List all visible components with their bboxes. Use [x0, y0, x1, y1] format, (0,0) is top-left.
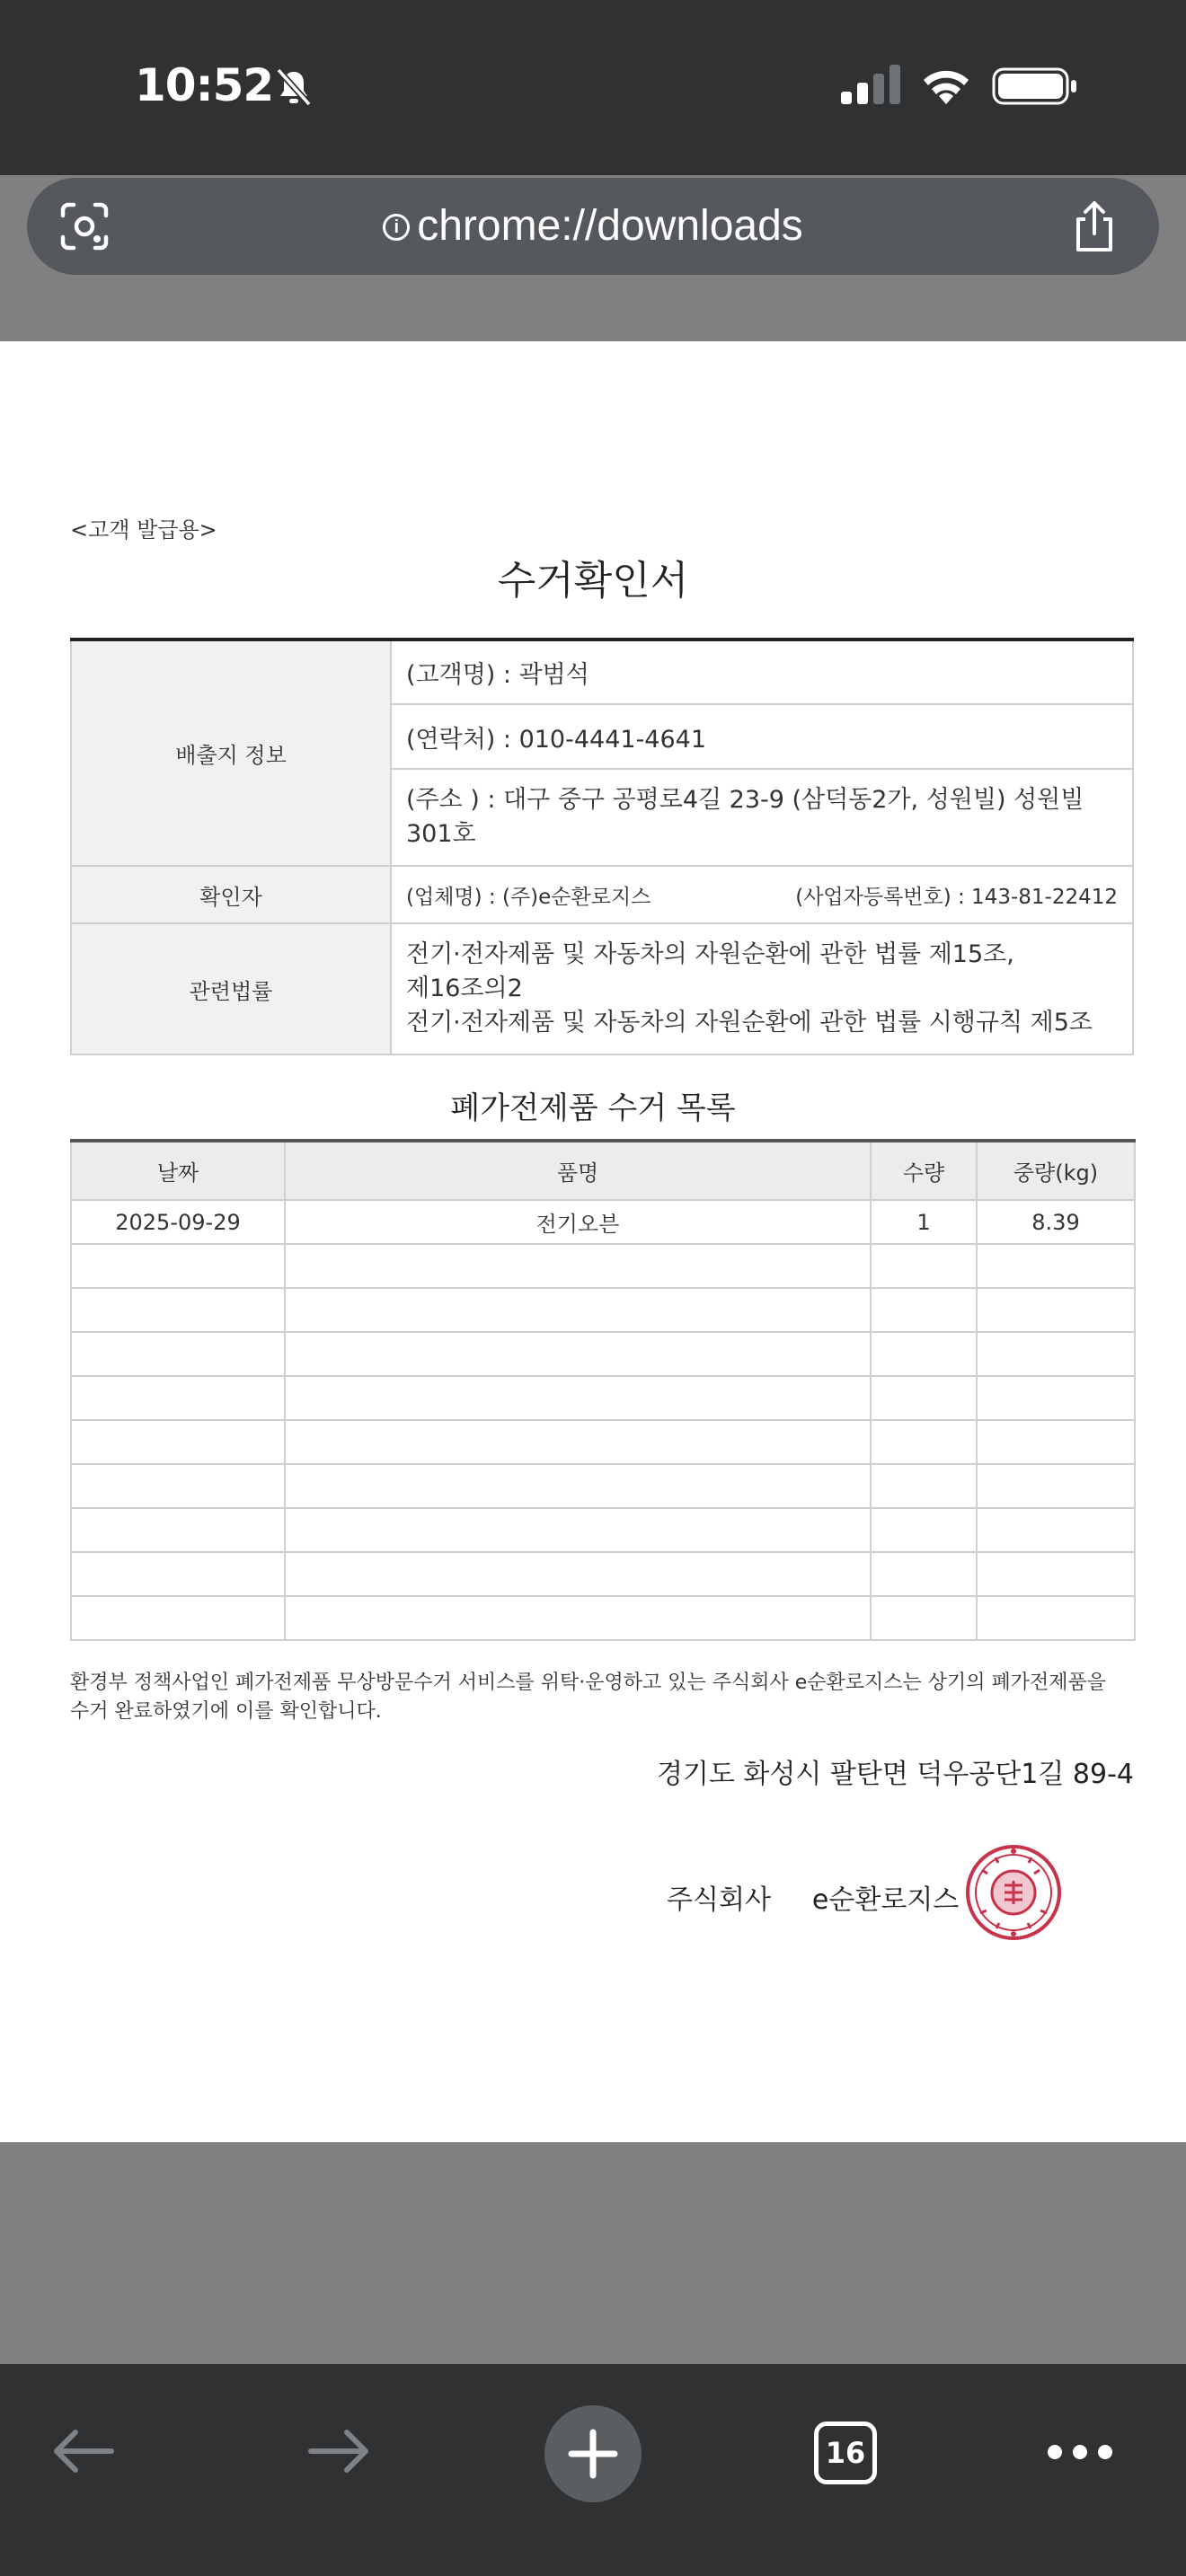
document-title: 수거확인서 — [497, 558, 689, 604]
address-line-2: 301호 — [406, 820, 476, 848]
plus-icon — [544, 2405, 642, 2502]
company-address: 경기도 화성시 팔탄면 덕우공단1길 89-4 — [656, 1759, 1134, 1790]
confirmer-info — [391, 866, 1133, 923]
collection-table — [70, 1139, 1136, 1641]
column-header-item: 품명 — [285, 1141, 871, 1200]
bottom-toolbar — [0, 2364, 1186, 2576]
empty-row — [71, 1288, 1135, 1332]
row-item: 전기오븐 — [285, 1200, 871, 1244]
law-header: 관련법률 — [71, 923, 391, 1054]
address-line-1: (주소 ) : 대구 중구 공평로4길 23-9 (삼덕동2가, 성원빌) 성원빌 — [406, 786, 1084, 814]
law-2: 전기·전자제품 및 자동차의 자원순환에 관한 법률 시행규칙 제5조 — [406, 1009, 1093, 1037]
silent-bell-icon — [273, 66, 314, 108]
discharge-info-header: 배출지 정보 — [71, 640, 391, 866]
empty-row — [71, 1420, 1135, 1464]
empty-row — [71, 1376, 1135, 1420]
contact-number: (연락처) : 010-4441-4641 — [391, 704, 1133, 769]
empty-row — [71, 1552, 1135, 1596]
document-page — [0, 341, 1186, 2142]
table-row — [71, 1200, 1135, 1244]
more-options-icon[interactable] — [1046, 2441, 1114, 2463]
url-label: chrome://downloads — [417, 202, 803, 250]
notice-line-1: 환경부 정책사업인 폐가전제품 무상방문수거 서비스를 위탁·운영하고 있는 주식회사 e순환로지스는 상기의 폐가전제품을 — [70, 1672, 1107, 1694]
customer-name: (고객명) : 곽범석 — [391, 640, 1133, 704]
status-bar — [0, 0, 1186, 175]
empty-row — [71, 1244, 1135, 1288]
notice-line-2: 수거 완료하였기에 이를 확인합니다. — [70, 1700, 382, 1723]
company-prefix: 주식회사 — [667, 1884, 771, 1916]
info-icon[interactable]: i — [383, 214, 410, 241]
empty-row — [71, 1332, 1135, 1376]
company-signature-name: e순환로지스 — [811, 1884, 960, 1916]
company-name: (업체명) : (주)e순환로지스 — [406, 885, 651, 909]
tab-switcher-button[interactable]: 16 — [814, 2422, 877, 2484]
empty-row — [71, 1508, 1135, 1552]
law-1b: 제16조의2 — [406, 975, 523, 1002]
row-qty: 1 — [871, 1200, 977, 1244]
list-title: 폐가전제품 수거 목록 — [450, 1090, 736, 1126]
company-seal-stamp — [964, 1843, 1063, 1942]
status-time: 10:52 — [135, 59, 274, 111]
empty-row — [71, 1596, 1135, 1640]
row-date: 2025-09-29 — [71, 1200, 285, 1244]
address-bar[interactable] — [27, 178, 1159, 275]
copy-label: <고객 발급용> — [70, 517, 217, 543]
related-laws — [391, 923, 1133, 1054]
share-icon[interactable] — [1069, 199, 1120, 253]
business-number: (사업자등록번호) : 143-81-22412 — [795, 885, 1118, 909]
forward-arrow-icon[interactable] — [302, 2420, 374, 2483]
company-signature — [667, 1877, 959, 1917]
row-weight: 8.39 — [977, 1200, 1135, 1244]
battery-icon — [992, 66, 1078, 106]
url-text[interactable] — [27, 201, 1159, 251]
back-arrow-icon[interactable] — [49, 2420, 120, 2483]
new-tab-button[interactable] — [544, 2405, 642, 2502]
cellular-signal-icon — [839, 65, 902, 106]
column-header-qty: 수량 — [871, 1141, 977, 1200]
column-header-date: 날짜 — [71, 1141, 285, 1200]
confirmation-notice — [70, 1669, 1134, 1726]
customer-address — [391, 769, 1133, 866]
column-header-weight: 중량(kg) — [977, 1141, 1135, 1200]
confirmer-header: 확인자 — [71, 866, 391, 923]
info-table — [70, 638, 1134, 1055]
wifi-icon — [918, 63, 974, 106]
empty-row — [71, 1464, 1135, 1508]
viewer-gutter — [0, 302, 1186, 341]
law-1a: 전기·전자제품 및 자동차의 자원순환에 관한 법률 제15조, — [406, 940, 1014, 968]
